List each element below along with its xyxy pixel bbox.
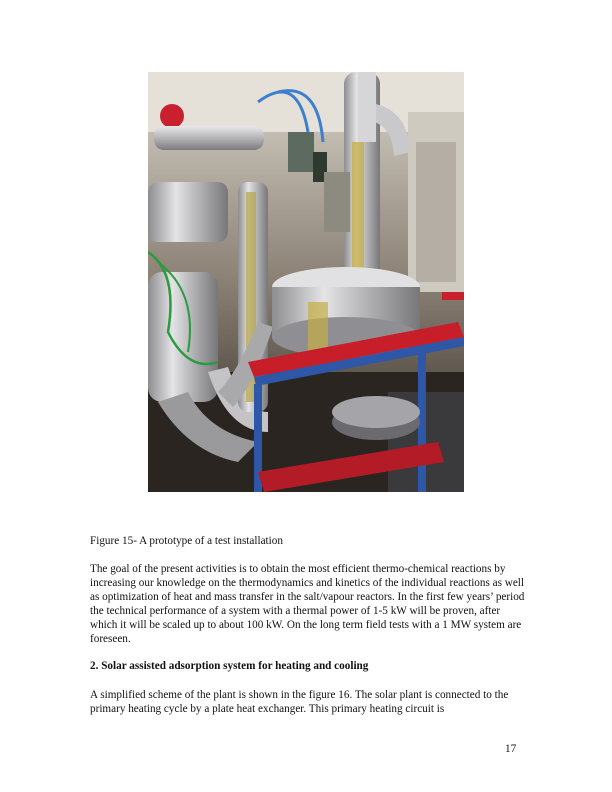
body-paragraph-1: The goal of the present activities is to obtain the most efficient thermo-chemical reactions by increasing our knowledge on the thermodynamics and kinetics of the individual reactions as well as optimization of heat and mass transfer in the salt/vapour reactors. In the first few years’ period the technical performance of a system with a thermal power of 1-5 kW will be proven, after which it will be scaled up to about 100 kW. On the long term field tests with a 1 MW system are foreseen.	[90, 563, 525, 646]
figure-caption: Figure 15- A prototype of a test installation	[90, 535, 283, 547]
section-heading: 2. Solar assisted adsorption system for heating and cooling	[90, 660, 369, 672]
page-number: 17	[505, 743, 517, 755]
test-installation-illustration	[148, 72, 464, 492]
figure-photo	[148, 72, 464, 492]
body-paragraph-2: A simplified scheme of the plant is shown in the figure 16. The solar plant is connected to the primary heating cycle by a plate heat exchanger. This primary heating circuit is	[90, 689, 509, 716]
